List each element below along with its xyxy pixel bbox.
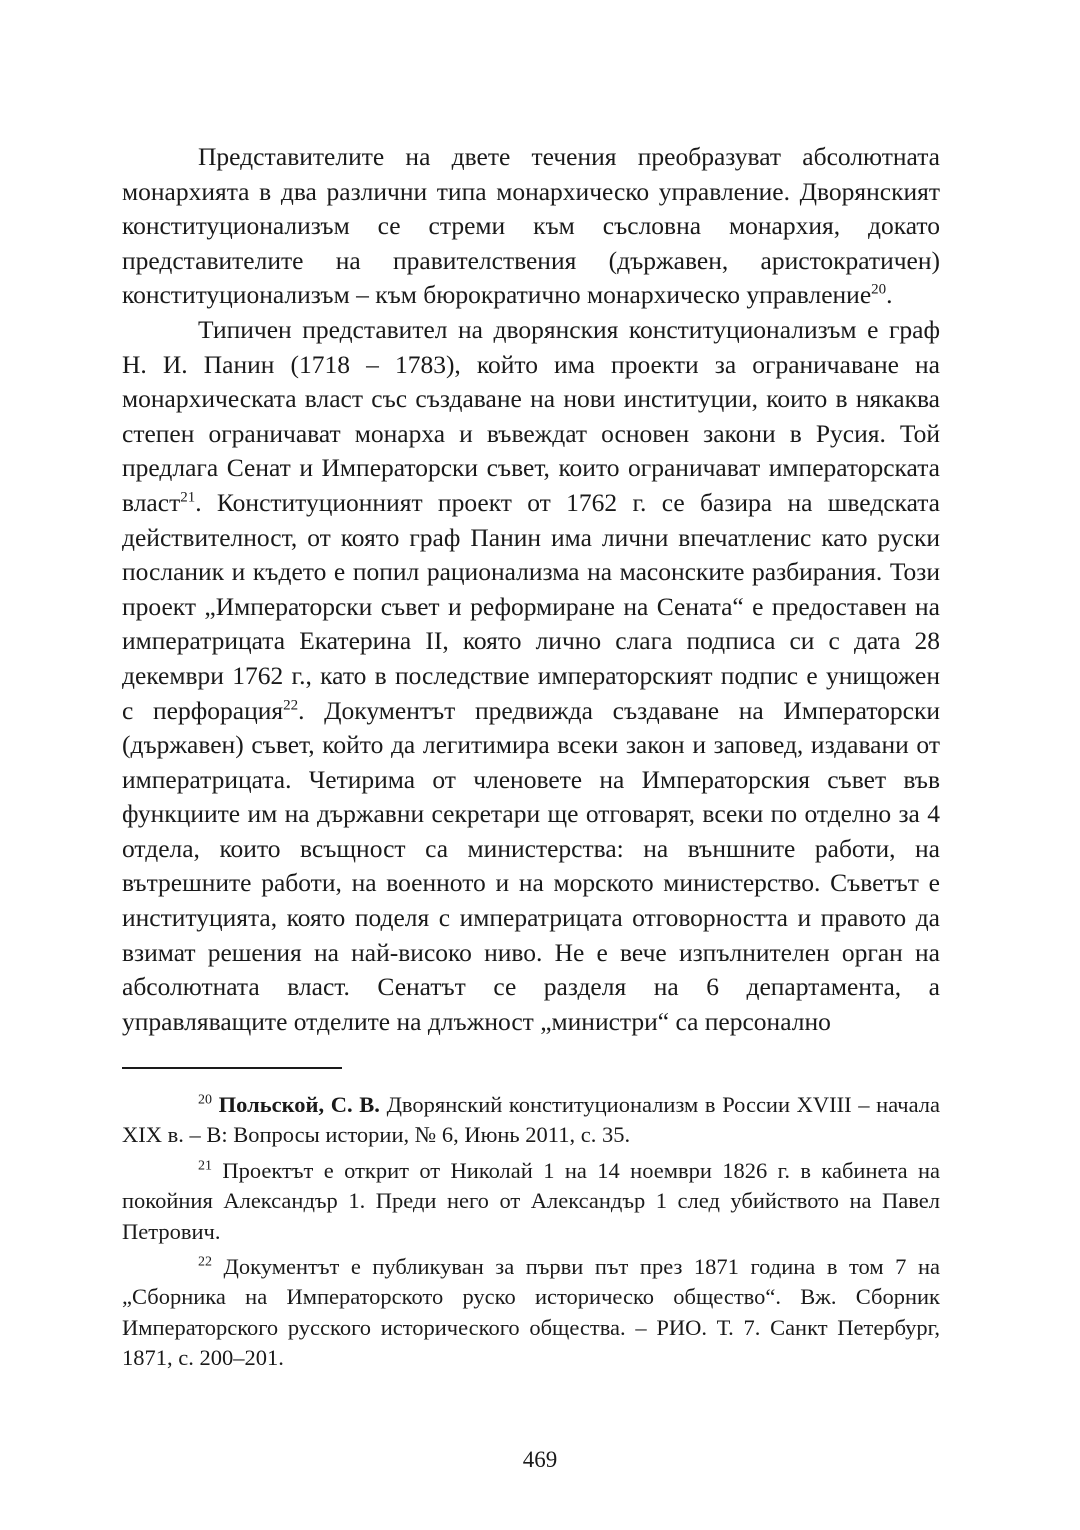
paragraph-1-text: Представителите на двете течения преобразуват абсолютната монархията в два различни типа монархическо управление. Дворянският конституционализъм се стреми към съсловна монархия, докато представителите на правителствения (държавен, аристократичен) конституционализъм – към бюрократично монархическо управление <box>122 142 940 310</box>
paragraph-2-text-b: . Конституционният проект от 1762 г. се базира на шведската действителност, от която граф Панин има лични впечатленис като руски посланик и където е попил рационализма на масонските разбирания. Този проект „Императорски съвет и реформиране на Сената“ е предоставен на императрицата Екатерина II, която лично слага подписа си с дата 28 декември 1762 г., като в последствие императорският подпис е унищожен с перфорация <box>122 487 940 725</box>
footnote-22 <box>122 1252 940 1374</box>
footnote-author: Польской, С. В. <box>218 1092 380 1117</box>
footnote-ref-20[interactable]: 20 <box>871 281 887 298</box>
paragraph-2-text-c: . Документът предвижда създаване на Императорски (държавен) съвет, който да легитимира всеки закон и заповед, издавани от императрицата. Четирима от членовете на Императорския съвет във функциите им на държавни секретари ще отговарят, всеки по отделно за 4 отдела, които всъщност са министерства: на външните работи, на вътрешните работи, на военното и на морското министерство. Съветът е институцията, която поделя с императрицата отговорността и правото да взимат решения на най-високо ниво. Не е вече изпълнителен орган на абсолютната власт. Сенатът се разделя на 6 департамента, а управляващите отделите на длъжност „министри“ са персонално <box>122 695 940 1036</box>
footnote-20 <box>122 1090 940 1151</box>
footnote-text: Дворянский конституционализм в России XVIII – начала XIX в. – В: Вопросы истории, № 6, Июнь 2011, с. 35. <box>122 1092 941 1148</box>
main-text <box>122 140 940 1039</box>
footnote-text: Документът е публикуван за първи път през 1871 година в том 7 на „Сборника на Императорското руско историческо общество“. Вж. Сборник Императорского русского исторического общества. – РИО. Т. 7. Санкт Петербург, 1871, с. 200–201. <box>122 1254 940 1371</box>
paragraph-2 <box>122 313 940 1039</box>
paragraph-1 <box>122 140 940 313</box>
footnote-ref-22[interactable]: 22 <box>283 697 299 713</box>
page-number: 469 <box>522 1447 558 1472</box>
footnote-number: 21 <box>198 1158 212 1174</box>
footnote-ref-21[interactable]: 21 <box>180 489 196 506</box>
footnote-text: Проектът е открит от Николай 1 на 14 ноември 1826 г. в кабинета на покойния Александър 1. Преди него от Александър 1 след убийството на Павел Петрович. <box>122 1157 940 1244</box>
footnote-21 <box>122 1156 940 1247</box>
footnote-number: 22 <box>198 1254 212 1270</box>
paragraph-2-text-a: Типичен представител на дворянския конституционализъм е граф Н. И. Панин (1718 – 1783), който има проекти за ограничаване на монархическата власт със създаване на нови институции, които в някаква степен ограничават монарха и въвеждат основен закони в Русия. Той предлага Сенат и Императорски съвет, които ограничават императорската власт <box>122 314 940 517</box>
paragraph-1-end: . <box>886 280 893 310</box>
footnotes <box>122 1090 940 1379</box>
footnote-number: 20 <box>198 1092 212 1108</box>
footnote-separator <box>122 1067 342 1069</box>
